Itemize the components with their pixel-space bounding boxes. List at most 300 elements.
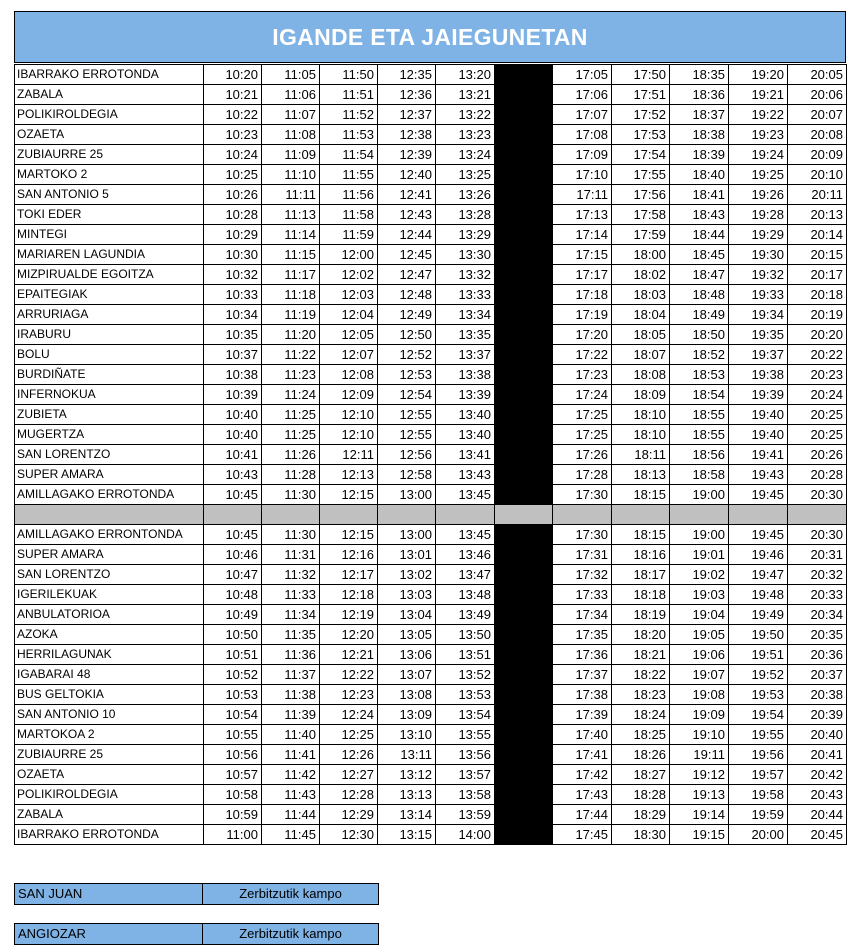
- departure-time: 12:28: [320, 785, 378, 805]
- departure-time: 11:26: [262, 445, 320, 465]
- departure-time: 20:39: [788, 705, 847, 725]
- no-service-gap: [495, 485, 553, 505]
- departure-time: 13:22: [436, 105, 495, 125]
- departure-time: 12:49: [378, 305, 436, 325]
- separator-cell: [378, 505, 436, 525]
- departure-time: 18:30: [612, 825, 670, 845]
- departure-time: 12:23: [320, 685, 378, 705]
- departure-time: 17:10: [553, 165, 612, 185]
- departure-time: 13:52: [436, 665, 495, 685]
- departure-time: 19:26: [729, 185, 788, 205]
- departure-time: 18:17: [612, 565, 670, 585]
- departure-time: 17:28: [553, 465, 612, 485]
- separator-cell: [436, 505, 495, 525]
- departure-time: 18:00: [612, 245, 670, 265]
- departure-time: 19:01: [670, 545, 729, 565]
- departure-time: 18:13: [612, 465, 670, 485]
- departure-time: 13:29: [436, 225, 495, 245]
- departure-time: 12:48: [378, 285, 436, 305]
- departure-time: 17:09: [553, 145, 612, 165]
- departure-time: 10:32: [204, 265, 262, 285]
- stop-name: ZUBIETA: [15, 405, 204, 425]
- departure-time: 19:37: [729, 345, 788, 365]
- stop-name: TOKI EDER: [15, 205, 204, 225]
- departure-time: 13:14: [378, 805, 436, 825]
- departure-time: 20:30: [788, 525, 847, 545]
- departure-time: 17:22: [553, 345, 612, 365]
- timetable-row: [15, 645, 847, 665]
- stop-name: IBARRAKO ERROTONDA: [15, 65, 204, 85]
- departure-time: 18:44: [670, 225, 729, 245]
- stop-name: ZABALA: [15, 85, 204, 105]
- departure-time: 12:50: [378, 325, 436, 345]
- departure-time: 12:16: [320, 545, 378, 565]
- departure-time: 17:11: [553, 185, 612, 205]
- departure-time: 13:28: [436, 205, 495, 225]
- departure-time: 11:33: [262, 585, 320, 605]
- departure-time: 12:40: [378, 165, 436, 185]
- departure-time: 20:40: [788, 725, 847, 745]
- timetable-row: [15, 425, 847, 445]
- departure-time: 17:26: [553, 445, 612, 465]
- departure-time: 12:17: [320, 565, 378, 585]
- departure-time: 11:11: [262, 185, 320, 205]
- departure-time: 12:54: [378, 385, 436, 405]
- timetable-row: [15, 525, 847, 545]
- departure-time: 17:30: [553, 525, 612, 545]
- no-service-gap: [495, 405, 553, 425]
- departure-time: 12:00: [320, 245, 378, 265]
- no-service-gap: [495, 545, 553, 565]
- departure-time: 10:52: [204, 665, 262, 685]
- departure-time: 18:52: [670, 345, 729, 365]
- departure-time: 11:42: [262, 765, 320, 785]
- departure-time: 11:40: [262, 725, 320, 745]
- departure-time: 11:41: [262, 745, 320, 765]
- departure-time: 13:01: [378, 545, 436, 565]
- timetable-row: [15, 65, 847, 85]
- no-service-gap: [495, 585, 553, 605]
- timetable-row: [15, 365, 847, 385]
- departure-time: 13:35: [436, 325, 495, 345]
- departure-time: 10:28: [204, 205, 262, 225]
- departure-time: 20:11: [788, 185, 847, 205]
- departure-time: 20:09: [788, 145, 847, 165]
- departure-time: 13:53: [436, 685, 495, 705]
- departure-time: 20:28: [788, 465, 847, 485]
- departure-time: 18:29: [612, 805, 670, 825]
- departure-time: 10:37: [204, 345, 262, 365]
- departure-time: 18:54: [670, 385, 729, 405]
- separator-cell: [495, 505, 553, 525]
- timetable-row: [15, 605, 847, 625]
- departure-time: 11:35: [262, 625, 320, 645]
- stop-name: ANBULATORIOA: [15, 605, 204, 625]
- no-service-gap: [495, 345, 553, 365]
- departure-time: 12:30: [320, 825, 378, 845]
- departure-time: 18:20: [612, 625, 670, 645]
- departure-time: 19:54: [729, 705, 788, 725]
- departure-time: 20:42: [788, 765, 847, 785]
- departure-time: 18:15: [612, 525, 670, 545]
- departure-time: 13:46: [436, 545, 495, 565]
- departure-time: 12:47: [378, 265, 436, 285]
- departure-time: 17:05: [553, 65, 612, 85]
- departure-time: 19:45: [729, 525, 788, 545]
- departure-time: 12:18: [320, 585, 378, 605]
- departure-time: 20:45: [788, 825, 847, 845]
- departure-time: 17:56: [612, 185, 670, 205]
- departure-time: 17:34: [553, 605, 612, 625]
- departure-time: 19:32: [729, 265, 788, 285]
- departure-time: 13:15: [378, 825, 436, 845]
- departure-time: 20:36: [788, 645, 847, 665]
- departure-time: 12:03: [320, 285, 378, 305]
- line-name: SAN JUAN: [15, 884, 203, 904]
- stop-name: AMILLAGAKO ERRONTONDA: [15, 525, 204, 545]
- no-service-gap: [495, 805, 553, 825]
- no-service-gap: [495, 365, 553, 385]
- departure-time: 10:22: [204, 105, 262, 125]
- departure-time: 11:34: [262, 605, 320, 625]
- departure-time: 17:58: [612, 205, 670, 225]
- departure-time: 17:24: [553, 385, 612, 405]
- departure-time: 13:49: [436, 605, 495, 625]
- departure-time: 10:29: [204, 225, 262, 245]
- departure-time: 17:13: [553, 205, 612, 225]
- stop-name: IBARRAKO ERROTONDA: [15, 825, 204, 845]
- departure-time: 12:08: [320, 365, 378, 385]
- timetable-row: [15, 565, 847, 585]
- departure-time: 10:26: [204, 185, 262, 205]
- departure-time: 11:22: [262, 345, 320, 365]
- timetable-row: [15, 385, 847, 405]
- departure-time: 10:53: [204, 685, 262, 705]
- departure-time: 10:40: [204, 425, 262, 445]
- departure-time: 12:19: [320, 605, 378, 625]
- timetable-row: [15, 185, 847, 205]
- departure-time: 18:16: [612, 545, 670, 565]
- departure-time: 10:20: [204, 65, 262, 85]
- no-service-gap: [495, 325, 553, 345]
- departure-time: 10:21: [204, 85, 262, 105]
- stop-name: AZOKA: [15, 625, 204, 645]
- departure-time: 19:28: [729, 205, 788, 225]
- departure-time: 13:04: [378, 605, 436, 625]
- departure-time: 10:33: [204, 285, 262, 305]
- departure-time: 12:39: [378, 145, 436, 165]
- line-status-text: Zerbitzutik kampo: [239, 886, 342, 901]
- separator-cell: [262, 505, 320, 525]
- departure-time: 13:24: [436, 145, 495, 165]
- departure-time: 18:35: [670, 65, 729, 85]
- no-service-gap: [495, 305, 553, 325]
- departure-time: 17:55: [612, 165, 670, 185]
- departure-time: 12:38: [378, 125, 436, 145]
- departure-time: 20:19: [788, 305, 847, 325]
- departure-time: 11:59: [320, 225, 378, 245]
- departure-time: 20:07: [788, 105, 847, 125]
- departure-time: 19:06: [670, 645, 729, 665]
- departure-time: 18:26: [612, 745, 670, 765]
- departure-time: 20:08: [788, 125, 847, 145]
- departure-time: 20:31: [788, 545, 847, 565]
- timetable-row: [15, 485, 847, 505]
- separator-cell: [729, 505, 788, 525]
- departure-time: 11:15: [262, 245, 320, 265]
- departure-time: 17:14: [553, 225, 612, 245]
- departure-time: 11:52: [320, 105, 378, 125]
- departure-time: 19:13: [670, 785, 729, 805]
- departure-time: 19:20: [729, 65, 788, 85]
- no-service-gap: [495, 785, 553, 805]
- departure-time: 19:58: [729, 785, 788, 805]
- departure-time: 19:04: [670, 605, 729, 625]
- departure-time: 17:18: [553, 285, 612, 305]
- separator-cell: [15, 505, 204, 525]
- departure-time: 20:43: [788, 785, 847, 805]
- departure-time: 11:05: [262, 65, 320, 85]
- departure-time: 11:44: [262, 805, 320, 825]
- departure-time: 11:50: [320, 65, 378, 85]
- separator-cell: [204, 505, 262, 525]
- departure-time: 17:53: [612, 125, 670, 145]
- timetable-row: [15, 245, 847, 265]
- departure-time: 18:24: [612, 705, 670, 725]
- departure-time: 13:20: [436, 65, 495, 85]
- departure-time: 13:55: [436, 725, 495, 745]
- departure-time: 17:06: [553, 85, 612, 105]
- no-service-gap: [495, 725, 553, 745]
- no-service-gap: [495, 65, 553, 85]
- departure-time: 13:45: [436, 525, 495, 545]
- departure-time: 13:33: [436, 285, 495, 305]
- no-service-gap: [495, 745, 553, 765]
- departure-time: 18:10: [612, 405, 670, 425]
- departure-time: 17:17: [553, 265, 612, 285]
- stop-name: MARTOKO 2: [15, 165, 204, 185]
- departure-time: 20:35: [788, 625, 847, 645]
- departure-time: 20:14: [788, 225, 847, 245]
- departure-time: 12:05: [320, 325, 378, 345]
- departure-time: 19:34: [729, 305, 788, 325]
- departure-time: 18:43: [670, 205, 729, 225]
- departure-time: 20:26: [788, 445, 847, 465]
- departure-time: 13:10: [378, 725, 436, 745]
- departure-time: 11:56: [320, 185, 378, 205]
- departure-time: 11:32: [262, 565, 320, 585]
- departure-time: 20:10: [788, 165, 847, 185]
- timetable-row: [15, 665, 847, 685]
- departure-time: 18:50: [670, 325, 729, 345]
- departure-time: 13:13: [378, 785, 436, 805]
- departure-time: 13:11: [378, 745, 436, 765]
- no-service-gap: [495, 765, 553, 785]
- departure-time: 12:24: [320, 705, 378, 725]
- departure-time: 20:24: [788, 385, 847, 405]
- departure-time: 10:40: [204, 405, 262, 425]
- departure-time: 18:23: [612, 685, 670, 705]
- departure-time: 17:19: [553, 305, 612, 325]
- no-service-gap: [495, 165, 553, 185]
- stop-name: MINTEGI: [15, 225, 204, 245]
- departure-time: 13:03: [378, 585, 436, 605]
- departure-time: 17:32: [553, 565, 612, 585]
- timetable-row: [15, 225, 847, 245]
- departure-time: 12:11: [320, 445, 378, 465]
- stop-name: ZUBIAURRE 25: [15, 745, 204, 765]
- departure-time: 17:39: [553, 705, 612, 725]
- timetable-row: [15, 165, 847, 185]
- no-service-gap: [495, 665, 553, 685]
- departure-time: 20:25: [788, 405, 847, 425]
- departure-time: 19:05: [670, 625, 729, 645]
- departure-time: 13:48: [436, 585, 495, 605]
- no-service-gap: [495, 565, 553, 585]
- timetable-row: [15, 625, 847, 645]
- stop-name: AMILLAGAKO ERROTONDA: [15, 485, 204, 505]
- departure-time: 18:03: [612, 285, 670, 305]
- departure-time: 10:46: [204, 545, 262, 565]
- timetable-row: [15, 405, 847, 425]
- departure-time: 13:09: [378, 705, 436, 725]
- departure-time: 17:50: [612, 65, 670, 85]
- departure-time: 20:41: [788, 745, 847, 765]
- departure-time: 10:30: [204, 245, 262, 265]
- departure-time: 11:23: [262, 365, 320, 385]
- departure-time: 13:07: [378, 665, 436, 685]
- departure-time: 18:07: [612, 345, 670, 365]
- stop-name: OZAETA: [15, 125, 204, 145]
- departure-time: 10:35: [204, 325, 262, 345]
- stop-name: ZUBIAURRE 25: [15, 145, 204, 165]
- departure-time: 10:34: [204, 305, 262, 325]
- departure-time: 17:20: [553, 325, 612, 345]
- departure-time: 18:56: [670, 445, 729, 465]
- departure-time: 12:07: [320, 345, 378, 365]
- departure-time: 20:22: [788, 345, 847, 365]
- departure-time: 19:21: [729, 85, 788, 105]
- no-service-gap: [495, 385, 553, 405]
- departure-time: 13:47: [436, 565, 495, 585]
- departure-time: 17:45: [553, 825, 612, 845]
- stop-name: MIZPIRUALDE EGOITZA: [15, 265, 204, 285]
- stop-name: POLIKIROLDEGIA: [15, 105, 204, 125]
- departure-time: 10:59: [204, 805, 262, 825]
- stop-name: OZAETA: [15, 765, 204, 785]
- departure-time: 13:37: [436, 345, 495, 365]
- departure-time: 12:21: [320, 645, 378, 665]
- departure-time: 19:51: [729, 645, 788, 665]
- departure-time: 10:24: [204, 145, 262, 165]
- departure-time: 17:43: [553, 785, 612, 805]
- departure-time: 10:43: [204, 465, 262, 485]
- departure-time: 10:57: [204, 765, 262, 785]
- departure-time: 10:49: [204, 605, 262, 625]
- separator-cell: [320, 505, 378, 525]
- timetable-row: [15, 265, 847, 285]
- departure-time: 11:07: [262, 105, 320, 125]
- stop-name: POLIKIROLDEGIA: [15, 785, 204, 805]
- departure-time: 19:02: [670, 565, 729, 585]
- timetable-row: [15, 785, 847, 805]
- departure-time: 18:45: [670, 245, 729, 265]
- departure-time: 19:50: [729, 625, 788, 645]
- departure-time: 19:29: [729, 225, 788, 245]
- departure-time: 19:15: [670, 825, 729, 845]
- departure-time: 10:38: [204, 365, 262, 385]
- departure-time: 20:44: [788, 805, 847, 825]
- departure-time: 18:19: [612, 605, 670, 625]
- departure-time: 18:04: [612, 305, 670, 325]
- no-service-gap: [495, 245, 553, 265]
- departure-time: 12:10: [320, 425, 378, 445]
- timetable-row: [15, 685, 847, 705]
- departure-time: 12:22: [320, 665, 378, 685]
- departure-time: 13:56: [436, 745, 495, 765]
- departure-time: 18:55: [670, 425, 729, 445]
- departure-time: 13:08: [378, 685, 436, 705]
- separator-cell: [788, 505, 847, 525]
- timetable-title: IGANDE ETA JAIEGUNETAN: [14, 11, 846, 63]
- departure-time: 13:00: [378, 485, 436, 505]
- departure-time: 17:33: [553, 585, 612, 605]
- stop-name: SUPER AMARA: [15, 465, 204, 485]
- departure-time: 10:51: [204, 645, 262, 665]
- stop-name: SAN ANTONIO 5: [15, 185, 204, 205]
- departure-time: 13:00: [378, 525, 436, 545]
- departure-time: 18:09: [612, 385, 670, 405]
- stop-name: BURDIÑATE: [15, 365, 204, 385]
- departure-time: 12:25: [320, 725, 378, 745]
- timetable-row: [15, 85, 847, 105]
- departure-time: 12:58: [378, 465, 436, 485]
- departure-time: 12:55: [378, 425, 436, 445]
- departure-time: 11:38: [262, 685, 320, 705]
- departure-time: 11:51: [320, 85, 378, 105]
- departure-time: 13:21: [436, 85, 495, 105]
- departure-time: 19:47: [729, 565, 788, 585]
- departure-time: 17:59: [612, 225, 670, 245]
- departure-time: 13:57: [436, 765, 495, 785]
- departure-time: 18:28: [612, 785, 670, 805]
- departure-time: 19:23: [729, 125, 788, 145]
- departure-time: 19:10: [670, 725, 729, 745]
- departure-time: 11:25: [262, 425, 320, 445]
- departure-time: 18:55: [670, 405, 729, 425]
- departure-time: 17:31: [553, 545, 612, 565]
- departure-time: 17:52: [612, 105, 670, 125]
- departure-time: 11:39: [262, 705, 320, 725]
- timetable-row: [15, 725, 847, 745]
- stop-name: HERRILAGUNAK: [15, 645, 204, 665]
- departure-time: 20:37: [788, 665, 847, 685]
- departure-time: 10:48: [204, 585, 262, 605]
- departure-time: 20:25: [788, 425, 847, 445]
- departure-time: 12:04: [320, 305, 378, 325]
- departure-time: 18:49: [670, 305, 729, 325]
- departure-time: 19:49: [729, 605, 788, 625]
- departure-time: 10:56: [204, 745, 262, 765]
- departure-time: 13:30: [436, 245, 495, 265]
- departure-time: 17:25: [553, 405, 612, 425]
- timetable-row: [15, 325, 847, 345]
- departure-time: 17:44: [553, 805, 612, 825]
- departure-time: 13:06: [378, 645, 436, 665]
- departure-time: 13:05: [378, 625, 436, 645]
- departure-time: 17:25: [553, 425, 612, 445]
- departure-time: 19:14: [670, 805, 729, 825]
